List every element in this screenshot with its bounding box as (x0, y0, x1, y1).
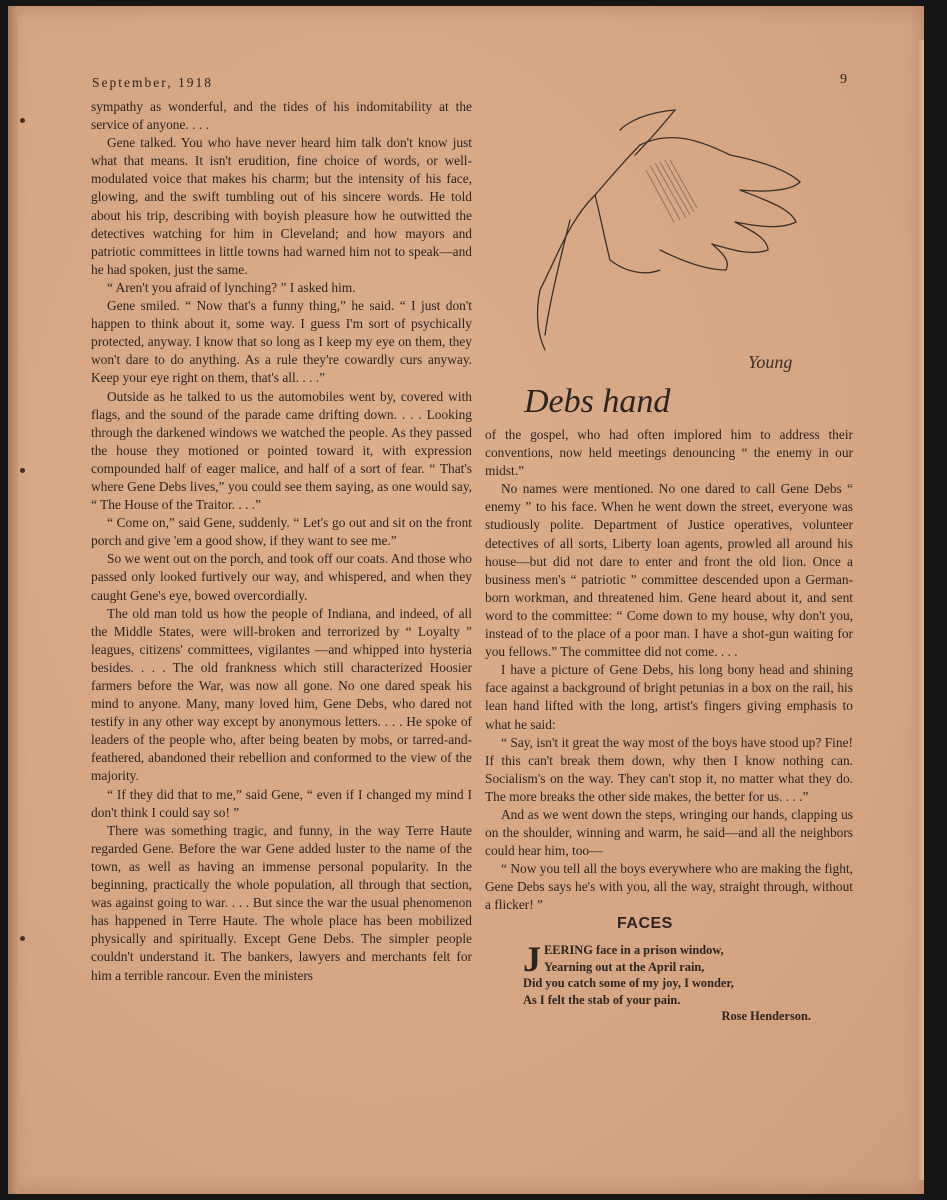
paragraph: There was something tragic, and funny, in the way Terre Haute regarded Gene. Before the war Gene added luster to the name of the town, as well as having an immense personal popularity. In the beginning, practically the whole population, all through that section, was against going to war. . . . But since the war the usual phenomenon has happened in Terre Haute. The whole place has been mobilized physically and spiritually. Except Gene Debs. The simpler people couldn't understand it. The bankers, lawyers and merchants felt for him a terrible rancour. Even the ministers (91, 822, 472, 983)
hand-sketch-line (660, 244, 727, 270)
binding-hole (20, 936, 25, 941)
binding-hole (20, 468, 25, 473)
binding-hole (20, 118, 25, 123)
paragraph: Gene smiled. “ Now that's a funny thing,” he said. “ I just don't happen to think about it, some way. I guess I'm sort of psychically protected, anyway. I know that so long as I keep my eye on them, they won't dare to do anything. As a rule they're cowardly curs anyway. Keep your eye right on them, that's all. . . .” (91, 298, 472, 386)
poem-title: FACES (617, 915, 673, 932)
poem-line: Yearning out at the April rain, (544, 959, 705, 974)
hand-sketch-line (538, 290, 545, 350)
debs-hand-illustration (500, 100, 860, 430)
paragraph: Gene talked. You who have never heard him talk don't know just what that means. It isn't erudition, fine choice of words, or well-modulated voice that makes his charm; but the intensity of his face, glowing, and the swift tumbling out of his sincere words. He told about his trip, describing with boyish pleasure how he outwitted the detectives watching for him in Cleveland; and how mayors and patriotic committees in little towns had warned him not to speak—and he had spoken, just the same. (91, 135, 472, 277)
paragraph: No names were mentioned. No one dared to call Gene Debs “ enemy ” to his face. When he went down the street, everyone was studiously polite. Department of Justice operatives, volunteer detectives of all sorts, Liberty loan agents, prowled all around his house—but did not dare to enter and front the old lion. Once a business men's “ patriotic ” committee descended upon a German-born workman, and threatened him. Gene heard about it, and sent word to the committee: “ Come down to my house, why don't you, instead of to the place of a poor man. I have a shot-gun waiting for you fellows.” The committee did not come. . . . (485, 481, 853, 660)
paragraph: The old man told us how the people of Indiana, and indeed, of all the Middle States, were will-broken and terrorized by “ Loyalty ” leagues, citizens' committees, vigilantes —and whipped into hysteria besides. . . . The old frankness which still characterized Hoosier farmers before the War, was now all gone. No one dared speak his mind to anyone. Many, many loved him, Gene Debs, who dared not testify in any other way except by anonymous letters. . . . He spoke of leaders of the people who, after being beaten by mobs, or tarred-and-feathered, abandoned their rebellion and conformed to the view of the majority. (91, 605, 472, 784)
poem-line: Did you catch some of my joy, I wonder, (523, 976, 734, 990)
paragraph: I have a picture of Gene Debs, his long bony head and shining face against a background of bright petunias in a box on the rail, his lean hand lifted with the long, artist's fingers giving emphasis to what he said: (485, 662, 853, 732)
hand-sketch-line (640, 138, 800, 191)
paragraph: Outside as he talked to us the automobiles went by, covered with flags, and the sound of the parade came drifting down. . . . Looking through the darkened windows we watched the people. As they passed the house they motioned or pointed toward it, with expression compounded half of eager malice, and half of a sort of fear. “ That's where Gene Debs lives,” you could see them saying, as one would say, “ The House of the Traitor. . . .” (91, 388, 472, 513)
hand-sketch-line (735, 190, 796, 227)
paragraph: “ Now you tell all the boys everywhere who are making the fight, Gene Debs says he's with you, all the way, straight through, without a flicker! ” (485, 861, 853, 913)
issue-date: September, 1918 (92, 75, 213, 90)
artist-signature: Young (748, 352, 793, 372)
paragraph: sympathy as wonderful, and the tides of his indomitability at the service of anyone. . . . (91, 99, 472, 133)
page-number: 9 (840, 72, 847, 87)
paragraph: And as we went down the steps, wringing our hands, clapping us on the shoulder, winning and warm, he said—and all the neighbors could hear him, too— (485, 806, 853, 859)
paragraph: “ Aren't you afraid of lynching? ” I asked him. (107, 279, 356, 295)
paragraph: So we went out on the porch, and took off our coats. And those who passed only looked furtively our way, and whispered, and when they caught Gene's eye, bowed overcordially. (91, 551, 472, 603)
right-column (485, 426, 853, 915)
poem-line: As I felt the stab of your pain. (523, 992, 681, 1007)
poem (523, 939, 853, 1025)
poem-line: EERING face in a prison window, (544, 943, 724, 957)
left-column (91, 98, 472, 985)
paragraph: “ If they did that to me,” said Gene, “ even if I changed my mind I don't think I could say so! ” (91, 786, 472, 820)
paragraph: “ Come on,” said Gene, suddenly. “ Let's go out and sit on the front porch and give 'em a good show, if they want to see me.” (91, 515, 472, 549)
binding-gutter (8, 6, 18, 1194)
hand-sketch-line (545, 220, 570, 335)
paragraph: “ Say, isn't it great the way most of the boys have stood up? Fine! If this can't break them down, why then I know nothing can. Socialism's on the way. They can't stop it, no matter what they do. The more breaks the other side makes, the better for us. . . .” (485, 734, 853, 804)
illustration-caption: Debs hand (524, 383, 671, 420)
page-edge (916, 40, 924, 1180)
poem-author: Rose Henderson. (721, 1009, 811, 1023)
paragraph: of the gospel, who had often implored him to address their conventions, now held meetings denouncing “ the enemy in our midst.” (485, 427, 853, 479)
hand-sketch-line (595, 195, 660, 273)
drop-cap: J (523, 939, 541, 979)
hand-sketch-line (620, 110, 675, 155)
